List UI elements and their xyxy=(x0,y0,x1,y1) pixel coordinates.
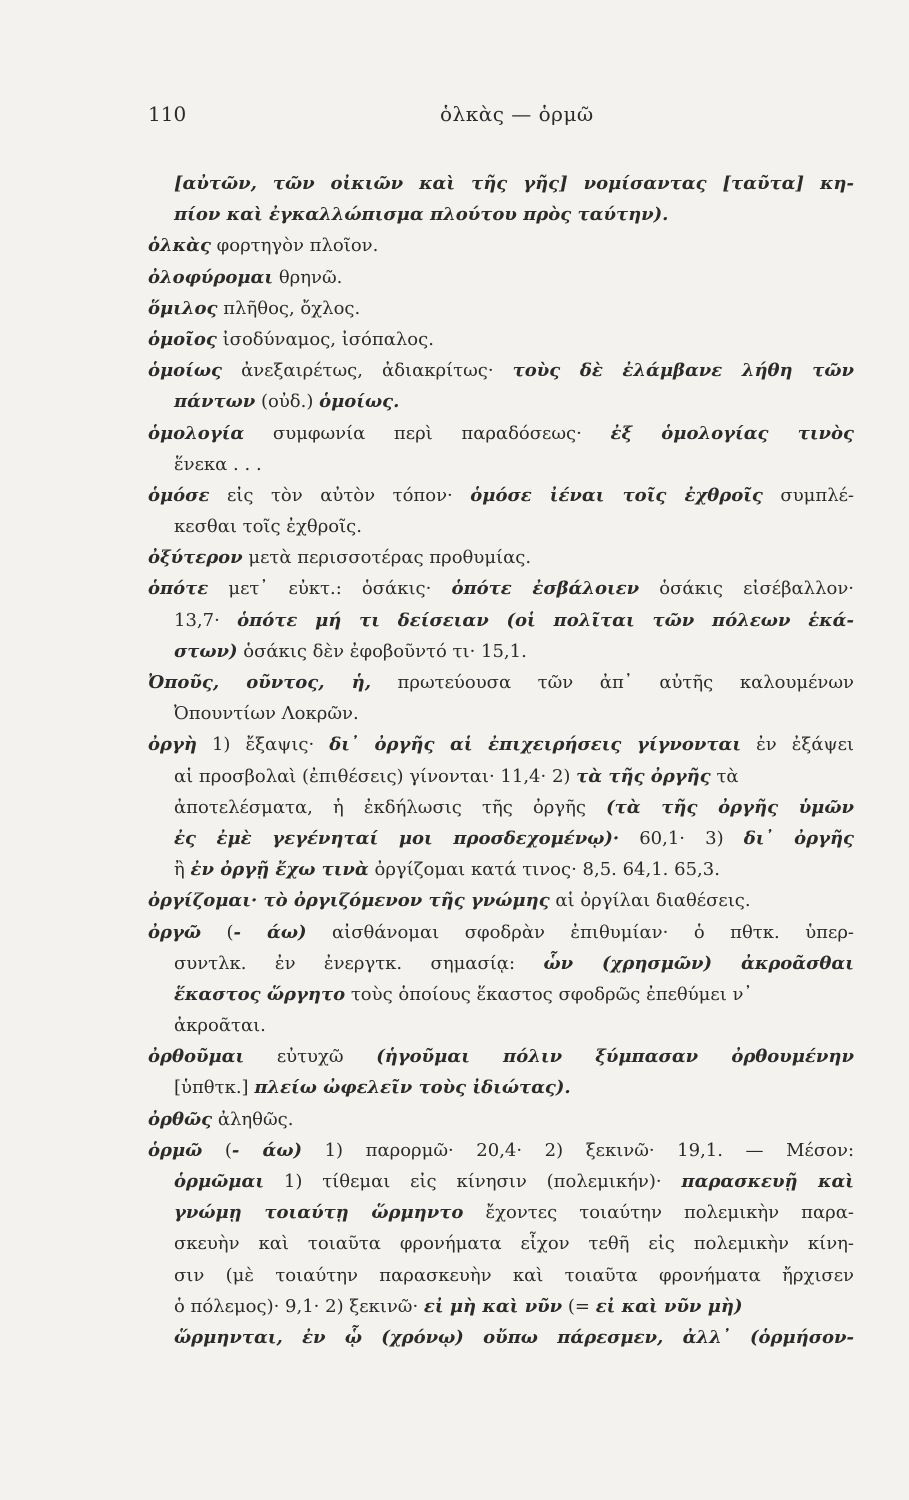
definition-text: ἰσοδύναμος, ἰσόπαλος. xyxy=(216,328,434,350)
definition-text: μετ᾽ εὐκτ.: ὁσάκις· xyxy=(208,578,452,600)
text-line xyxy=(148,168,854,199)
definition-text: πρωτεύουσα τῶν ἀπ᾽ αὐτῆς καλουμένων xyxy=(371,672,854,693)
definition-text: εἰς τὸν αὐτὸν τόπον· xyxy=(209,484,471,506)
text-line xyxy=(148,511,854,542)
text-line xyxy=(148,418,854,449)
definition-text: (= xyxy=(562,1295,596,1317)
greek-bold-term: (ἡγοῦμαι πόλιν ξύμπασαν ὀρθουμένην xyxy=(376,1046,854,1068)
definition-text: εὐτυχῶ xyxy=(244,1046,377,1068)
greek-bold-term: ὁμολογία xyxy=(148,422,245,444)
text-line xyxy=(148,636,854,667)
greek-bold-term: ὀρθῶς xyxy=(148,1108,213,1130)
greek-bold-term: γνώμῃ τοιαύτῃ ὥρμηντο xyxy=(174,1202,464,1224)
definition-text: (οὐδ.) xyxy=(255,391,320,413)
definition-text: συμπλέ- xyxy=(762,484,854,506)
text-line xyxy=(148,698,854,729)
page-number: 110 xyxy=(148,102,187,126)
greek-bold-term: ὁπότε xyxy=(148,578,209,600)
definition-text: σκευὴν καὶ τοιαῦτα φρονήματα εἶχον τεθῆ εἰς πολεμικὴν κίνη- xyxy=(174,1233,854,1255)
definition-text: ἀληθῶς. xyxy=(212,1108,294,1130)
greek-bold-term: (τὰ τῆς ὀργῆς ὑμῶν xyxy=(606,796,854,818)
definition-text: ἔχοντες τοιαύτην πολεμικὴν παρα- xyxy=(463,1202,854,1224)
text-line xyxy=(148,199,854,230)
text-line xyxy=(148,823,854,854)
text-line xyxy=(148,1166,854,1197)
text-line xyxy=(148,1010,854,1041)
greek-bold-term: - άω) xyxy=(233,921,307,943)
greek-bold-term: στων) xyxy=(174,640,238,662)
definition-text: αἰσθάνομαι σφοδρὰν ἐπιθυμίαν· ὁ πθτκ. ὑπερ- xyxy=(306,921,854,943)
text-line xyxy=(148,979,854,1010)
definition-text: κεσθαι τοῖς ἐχθροῖς. xyxy=(174,516,362,538)
greek-bold-term: ὀξύτερον xyxy=(148,547,243,569)
greek-bold-term: ὁμόσε xyxy=(148,484,210,506)
definition-text: θρηνῶ. xyxy=(273,266,343,288)
greek-bold-term: ἕκαστος ὥργητο xyxy=(174,983,346,1005)
definition-text: ( xyxy=(202,1139,232,1161)
definition-text: 60,1· 3) xyxy=(619,827,744,849)
text-line xyxy=(148,792,854,823)
definition-text: τὰ xyxy=(710,765,739,787)
definition-text: συμφωνία περὶ παραδόσεως· xyxy=(244,422,611,444)
text-line xyxy=(148,854,854,885)
text-line xyxy=(148,449,854,480)
definition-text: αἱ προσβολαὶ (ἐπιθέσεις) γίνονται· 11,4· 2) xyxy=(174,765,577,787)
text-line xyxy=(148,729,854,760)
definition-text: ὁ πόλεμος)· 9,1· 2) ξεκινῶ· xyxy=(174,1295,424,1317)
greek-bold-term: πλείω ὠφελεῖν τοὺς ἰδιώτας). xyxy=(254,1077,571,1099)
text-line xyxy=(148,1197,854,1228)
text-line xyxy=(148,262,854,293)
text-line xyxy=(148,948,854,979)
greek-bold-term: ὀργὴ xyxy=(148,734,197,756)
glossary-entries xyxy=(148,168,854,1353)
greek-bold-term: ὀλοφύρομαι xyxy=(148,266,274,288)
definition-text: Ὀπουντίων Λοκρῶν. xyxy=(174,703,359,725)
text-line xyxy=(148,1041,854,1072)
text-line xyxy=(148,1322,854,1353)
greek-bold-term: τοὺς δὲ ἐλάμβανε λήθη τῶν xyxy=(512,360,854,382)
greek-bold-term: ὁμοίως xyxy=(148,360,222,382)
greek-bold-term: ὁλκὰς xyxy=(148,235,211,257)
definition-text: 1) τίθεμαι εἰς κίνησιν (πολεμικήν)· xyxy=(264,1171,682,1192)
definition-text: 1) ἔξαψις· xyxy=(196,734,330,756)
text-line xyxy=(148,1072,854,1103)
greek-bold-term: ὀργίζομαι· τὸ ὀργιζόμενον τῆς γνώμης xyxy=(148,890,550,912)
definition-text: ἐν ἐξάψει xyxy=(741,734,854,756)
greek-bold-term: δι᾽ ὀργῆς αἱ ἐπιχειρήσεις γίγνονται xyxy=(329,734,742,756)
definition-text: ὁσάκις δὲν ἐφοβοῦντό τι· 15,1. xyxy=(237,640,527,662)
greek-bold-term: εἰ καὶ νῦν μὴ) xyxy=(595,1295,743,1317)
greek-bold-term: πάντων xyxy=(174,391,256,413)
definition-text: ἀνεξαιρέτως, ἀδιακρίτως· xyxy=(222,360,513,382)
greek-bold-term: [αὐτῶν, τῶν οἰκιῶν καὶ τῆς γῆς] νομίσαντας [ταῦτα] κη- xyxy=(174,173,854,194)
greek-bold-term: ὁπότε μή τι δείσειαν (οἱ πολῖται τῶν πόλεων ἑκά- xyxy=(237,609,854,631)
greek-bold-term: Ὀποῦς, οῦντος, ἡ, xyxy=(148,672,371,693)
definition-text: τοὺς ὁποίους ἕκαστος σφοδρῶς ἐπεθύμει ν᾽ xyxy=(345,983,753,1005)
definition-text: ὀργίζομαι κατά τινος· 8,5. 64,1. 65,3. xyxy=(368,859,720,881)
greek-bold-term: ὀρθοῦμαι xyxy=(148,1046,245,1068)
definition-text: 13,7· xyxy=(174,609,238,631)
greek-bold-term: ὁμοίως. xyxy=(319,391,400,413)
text-line xyxy=(148,355,854,386)
text-line xyxy=(148,1104,854,1135)
greek-bold-term: ὁμόσε ἰέναι τοῖς ἐχθροῖς xyxy=(470,484,763,506)
definition-text: ἀποτελέσματα, ἡ ἐκδήλωσις τῆς ὀργῆς xyxy=(174,796,607,818)
definition-text: πλῆθος, ὄχλος. xyxy=(217,297,361,319)
greek-bold-term: ὅμιλος xyxy=(148,297,218,319)
greek-bold-term: παρασκευῇ καὶ xyxy=(681,1171,854,1192)
greek-bold-term: ἐν ὀργῇ ἔχω τινὰ xyxy=(190,859,369,881)
definition-text: ( xyxy=(201,921,234,943)
greek-bold-term: ὁμοῖος xyxy=(148,328,217,350)
greek-bold-term: ἐς ἐμὲ γεγένηταί μοι προσδεχομένῳ)· xyxy=(174,827,620,849)
greek-bold-term: πίον καὶ ἐγκαλλώπισμα πλούτου πρὸς ταύτην). xyxy=(174,204,669,226)
definition-text: φορτηγὸν πλοῖον. xyxy=(210,235,379,257)
text-line xyxy=(148,885,854,916)
definition-text: αἱ ὀργίλαι διαθέσεις. xyxy=(549,890,751,912)
greek-bold-term: ὥρμηνται, ἐν ᾧ (χρόνῳ) οὔπω πάρεσμεν, ἀλλ᾽ (ὁρμήσον- xyxy=(174,1326,854,1348)
greek-bold-term: ὧν (χρησμῶν) ἀκροᾶσθαι xyxy=(543,952,854,974)
definition-text: συντλκ. ἐν ἐνεργτκ. σημασίᾳ: xyxy=(174,952,544,974)
greek-bold-term: ὁπότε ἐσβάλοιεν xyxy=(451,578,640,600)
definition-text: [ὑπθτκ.] xyxy=(174,1077,255,1099)
definition-text: 1) παρορμῶ· 20,4· 2) ξεκινῶ· 19,1. — Μέσον: xyxy=(302,1139,854,1161)
greek-bold-term: εἰ μὴ καὶ νῦν xyxy=(423,1295,563,1317)
text-line xyxy=(148,480,854,511)
text-line xyxy=(148,1135,854,1166)
definition-text: ἢ xyxy=(174,859,191,881)
greek-bold-term: ὁρμῶ xyxy=(148,1139,203,1161)
greek-bold-term: δι᾽ ὀργῆς xyxy=(743,827,854,849)
definition-text: μετὰ περισσοτέρας προθυμίας. xyxy=(242,547,532,569)
definition-text: ἕνεκα . . . xyxy=(174,453,262,475)
definition-text: ὁσάκις εἰσέβαλλον· xyxy=(639,578,854,600)
text-line xyxy=(148,573,854,604)
definition-text: σιν (μὲ τοιαύτην παρασκευὴν καὶ τοιαῦτα φρονήματα ἤρχισεν xyxy=(174,1264,854,1286)
text-line xyxy=(148,917,854,948)
text-line xyxy=(148,605,854,636)
page-header xyxy=(148,102,848,132)
greek-bold-term: τὰ τῆς ὀργῆς xyxy=(576,765,711,787)
greek-bold-term: ὀργῶ xyxy=(148,921,201,943)
running-title: ὁλκὰς — ὁρμῶ xyxy=(440,102,594,126)
text-line xyxy=(148,1291,854,1322)
definition-text: ἀκροᾶται. xyxy=(174,1015,266,1037)
text-line xyxy=(148,667,854,698)
text-line xyxy=(148,1228,854,1259)
text-line xyxy=(148,1260,854,1291)
text-line xyxy=(148,542,854,573)
text-line xyxy=(148,761,854,792)
text-line xyxy=(148,230,854,261)
greek-bold-term: - άω) xyxy=(231,1139,303,1161)
greek-bold-term: ἐξ ὁμολογίας τινὸς xyxy=(610,422,854,444)
text-line xyxy=(148,386,854,417)
text-line xyxy=(148,293,854,324)
text-line xyxy=(148,324,854,355)
greek-bold-term: ὁρμῶμαι xyxy=(174,1171,265,1192)
